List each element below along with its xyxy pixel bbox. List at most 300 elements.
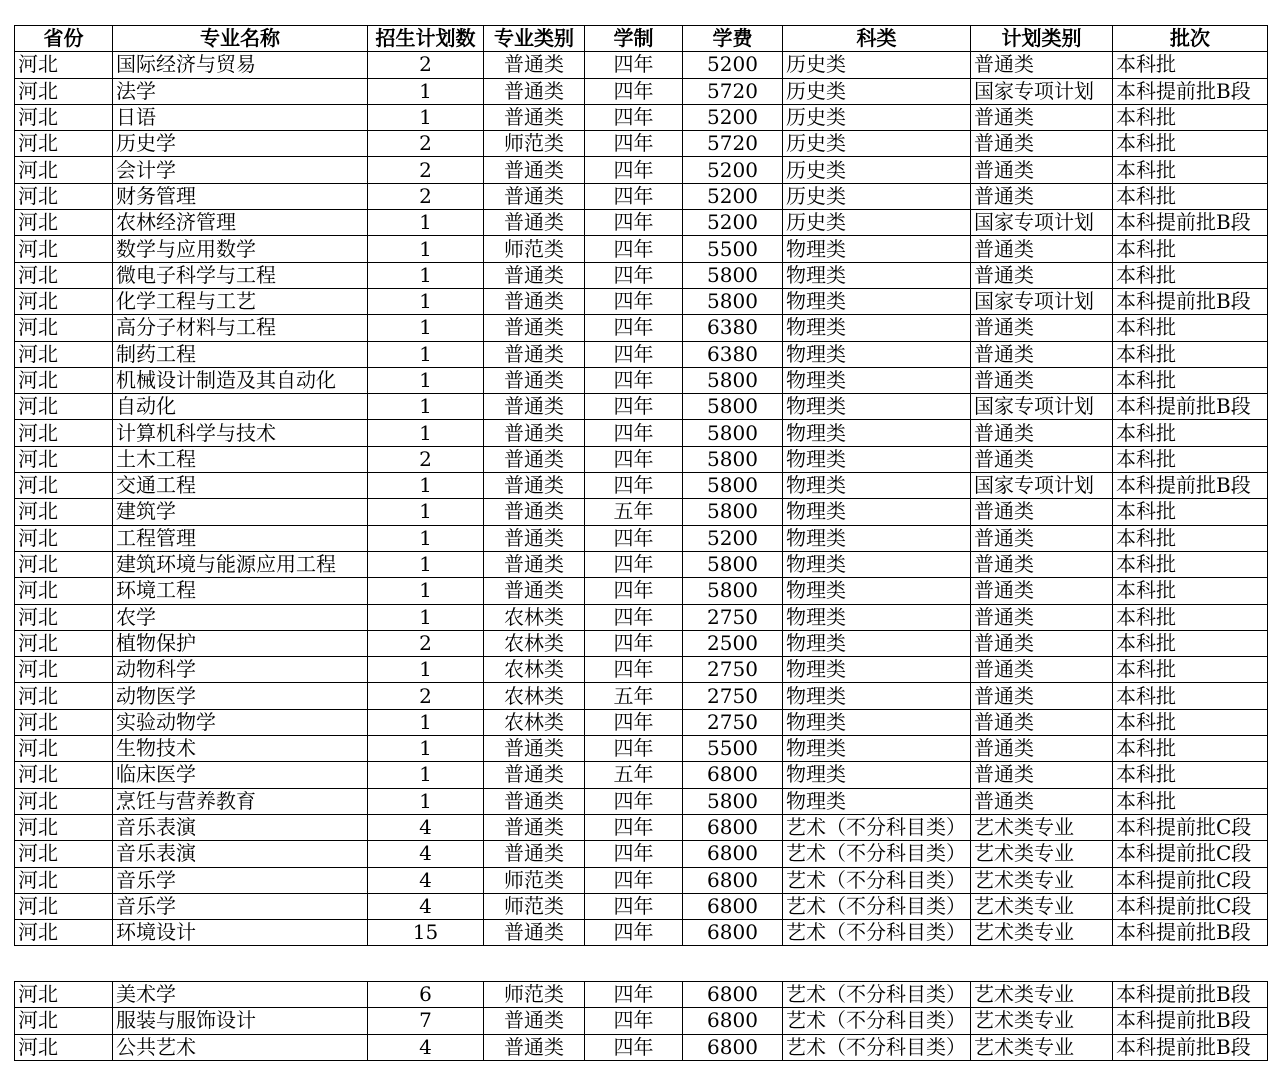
table-row: [15, 604, 1268, 630]
cell-duration: 四年: [585, 236, 683, 262]
cell-major-type: 普通类: [484, 551, 585, 577]
cell-duration: 四年: [585, 736, 683, 762]
cell-major-name: 美术学: [113, 982, 368, 1008]
cell-major-name: 音乐表演: [113, 814, 368, 840]
table-row: [15, 814, 1268, 840]
cell-subject-category: 物理类: [783, 499, 971, 525]
cell-duration: 四年: [585, 1008, 683, 1034]
cell-major-name: 临床医学: [113, 762, 368, 788]
cell-major-type: 农林类: [484, 630, 585, 656]
cell-major-name: 数学与应用数学: [113, 236, 368, 262]
cell-batch: 本科批: [1113, 157, 1268, 183]
cell-duration: 四年: [585, 709, 683, 735]
cell-plan-category: 普通类: [971, 131, 1113, 157]
cell-plan-category: 普通类: [971, 762, 1113, 788]
cell-province: 河北: [15, 788, 113, 814]
cell-tuition: 5800: [683, 551, 783, 577]
cell-province: 河北: [15, 367, 113, 393]
cell-tuition: 5800: [683, 578, 783, 604]
table-row: [15, 1008, 1268, 1034]
cell-duration: 四年: [585, 920, 683, 946]
cell-major-type: 普通类: [484, 920, 585, 946]
cell-province: 河北: [15, 210, 113, 236]
table-row: [15, 788, 1268, 814]
table-row: [15, 551, 1268, 577]
table-row: [15, 78, 1268, 104]
cell-enrollment-plan: 2: [368, 630, 484, 656]
cell-subject-category: 艺术（不分科目类）: [783, 841, 971, 867]
cell-province: 河北: [15, 1034, 113, 1060]
cell-tuition: 5800: [683, 420, 783, 446]
cell-plan-category: 普通类: [971, 709, 1113, 735]
cell-plan-category: 艺术类专业: [971, 841, 1113, 867]
cell-batch: 本科提前批B段: [1113, 1034, 1268, 1060]
cell-enrollment-plan: 1: [368, 657, 484, 683]
table-row: [15, 288, 1268, 314]
cell-province: 河北: [15, 183, 113, 209]
cell-major-name: 烹饪与营养教育: [113, 788, 368, 814]
cell-subject-category: 历史类: [783, 52, 971, 78]
cell-major-type: 普通类: [484, 1034, 585, 1060]
cell-tuition: 6800: [683, 762, 783, 788]
table-body: [15, 52, 1268, 946]
cell-major-type: 师范类: [484, 982, 585, 1008]
cell-enrollment-plan: 1: [368, 499, 484, 525]
cell-tuition: 2750: [683, 709, 783, 735]
cell-duration: 四年: [585, 525, 683, 551]
cell-batch: 本科批: [1113, 104, 1268, 130]
cell-province: 河北: [15, 315, 113, 341]
table-row: [15, 473, 1268, 499]
cell-major-name: 自动化: [113, 394, 368, 420]
cell-major-name: 会计学: [113, 157, 368, 183]
cell-duration: 四年: [585, 841, 683, 867]
cell-enrollment-plan: 1: [368, 525, 484, 551]
cell-batch: 本科批: [1113, 499, 1268, 525]
cell-duration: 四年: [585, 1034, 683, 1060]
cell-major-type: 师范类: [484, 131, 585, 157]
cell-duration: 四年: [585, 473, 683, 499]
cell-subject-category: 历史类: [783, 157, 971, 183]
cell-plan-category: 艺术类专业: [971, 1034, 1113, 1060]
cell-enrollment-plan: 1: [368, 709, 484, 735]
cell-enrollment-plan: 1: [368, 420, 484, 446]
cell-plan-category: 普通类: [971, 420, 1113, 446]
cell-plan-category: 普通类: [971, 262, 1113, 288]
cell-plan-category: 普通类: [971, 52, 1113, 78]
cell-enrollment-plan: 1: [368, 236, 484, 262]
cell-subject-category: 物理类: [783, 604, 971, 630]
cell-tuition: 6800: [683, 1008, 783, 1034]
cell-enrollment-plan: 1: [368, 578, 484, 604]
cell-enrollment-plan: 2: [368, 683, 484, 709]
cell-subject-category: 物理类: [783, 341, 971, 367]
cell-batch: 本科提前批B段: [1113, 394, 1268, 420]
cell-major-name: 国际经济与贸易: [113, 52, 368, 78]
cell-major-type: 普通类: [484, 367, 585, 393]
enrollment-table-continued: [14, 981, 1268, 1061]
cell-batch: 本科提前批B段: [1113, 288, 1268, 314]
cell-enrollment-plan: 6: [368, 982, 484, 1008]
table-row: [15, 736, 1268, 762]
cell-duration: 五年: [585, 499, 683, 525]
cell-duration: 四年: [585, 288, 683, 314]
cell-batch: 本科批: [1113, 183, 1268, 209]
header-province: 省份: [15, 26, 113, 52]
cell-plan-category: 艺术类专业: [971, 982, 1113, 1008]
cell-duration: 四年: [585, 814, 683, 840]
cell-subject-category: 物理类: [783, 657, 971, 683]
cell-tuition: 6800: [683, 867, 783, 893]
table-row: [15, 920, 1268, 946]
cell-major-type: 农林类: [484, 683, 585, 709]
cell-tuition: 5500: [683, 736, 783, 762]
cell-enrollment-plan: 1: [368, 367, 484, 393]
cell-tuition: 2750: [683, 604, 783, 630]
cell-major-name: 化学工程与工艺: [113, 288, 368, 314]
cell-subject-category: 物理类: [783, 262, 971, 288]
cell-major-type: 普通类: [484, 736, 585, 762]
cell-major-name: 农学: [113, 604, 368, 630]
cell-subject-category: 物理类: [783, 630, 971, 656]
cell-enrollment-plan: 1: [368, 288, 484, 314]
cell-duration: 四年: [585, 210, 683, 236]
cell-plan-category: 国家专项计划: [971, 210, 1113, 236]
table-row: [15, 394, 1268, 420]
cell-enrollment-plan: 1: [368, 315, 484, 341]
cell-major-name: 工程管理: [113, 525, 368, 551]
cell-major-name: 生物技术: [113, 736, 368, 762]
cell-major-name: 财务管理: [113, 183, 368, 209]
cell-duration: 四年: [585, 131, 683, 157]
cell-subject-category: 历史类: [783, 131, 971, 157]
cell-duration: 四年: [585, 630, 683, 656]
cell-batch: 本科批: [1113, 262, 1268, 288]
cell-duration: 四年: [585, 104, 683, 130]
cell-tuition: 2750: [683, 657, 783, 683]
cell-major-name: 服装与服饰设计: [113, 1008, 368, 1034]
cell-batch: 本科批: [1113, 446, 1268, 472]
header-subject-category: 科类: [783, 26, 971, 52]
cell-subject-category: 物理类: [783, 788, 971, 814]
cell-duration: 四年: [585, 578, 683, 604]
cell-major-type: 普通类: [484, 473, 585, 499]
cell-major-name: 历史学: [113, 131, 368, 157]
cell-tuition: 6380: [683, 341, 783, 367]
table-row: [15, 499, 1268, 525]
cell-batch: 本科批: [1113, 420, 1268, 446]
cell-major-name: 植物保护: [113, 630, 368, 656]
cell-major-name: 环境设计: [113, 920, 368, 946]
cell-province: 河北: [15, 157, 113, 183]
cell-plan-category: 普通类: [971, 341, 1113, 367]
cell-major-type: 普通类: [484, 394, 585, 420]
cell-subject-category: 艺术（不分科目类）: [783, 867, 971, 893]
cell-tuition: 5200: [683, 157, 783, 183]
cell-plan-category: 艺术类专业: [971, 814, 1113, 840]
table-row: [15, 367, 1268, 393]
cell-major-name: 实验动物学: [113, 709, 368, 735]
cell-major-name: 制药工程: [113, 341, 368, 367]
cell-major-type: 普通类: [484, 788, 585, 814]
cell-duration: 五年: [585, 762, 683, 788]
header-major-type: 专业类别: [484, 26, 585, 52]
cell-batch: 本科提前批B段: [1113, 920, 1268, 946]
cell-enrollment-plan: 4: [368, 814, 484, 840]
cell-batch: 本科批: [1113, 578, 1268, 604]
cell-batch: 本科批: [1113, 788, 1268, 814]
cell-batch: 本科批: [1113, 709, 1268, 735]
cell-major-type: 普通类: [484, 499, 585, 525]
cell-subject-category: 历史类: [783, 183, 971, 209]
cell-province: 河北: [15, 262, 113, 288]
cell-major-name: 动物科学: [113, 657, 368, 683]
cell-subject-category: 艺术（不分科目类）: [783, 982, 971, 1008]
cell-subject-category: 物理类: [783, 578, 971, 604]
cell-batch: 本科批: [1113, 367, 1268, 393]
cell-batch: 本科批: [1113, 341, 1268, 367]
cell-batch: 本科提前批B段: [1113, 1008, 1268, 1034]
cell-province: 河北: [15, 893, 113, 919]
cell-major-name: 动物医学: [113, 683, 368, 709]
cell-plan-category: 普通类: [971, 315, 1113, 341]
cell-major-name: 交通工程: [113, 473, 368, 499]
cell-province: 河北: [15, 525, 113, 551]
table-row: [15, 210, 1268, 236]
cell-province: 河北: [15, 604, 113, 630]
table-row: [15, 525, 1268, 551]
table-row: [15, 262, 1268, 288]
cell-batch: 本科提前批C段: [1113, 893, 1268, 919]
cell-plan-category: 普通类: [971, 736, 1113, 762]
cell-tuition: 2500: [683, 630, 783, 656]
cell-enrollment-plan: 1: [368, 210, 484, 236]
cell-duration: 四年: [585, 262, 683, 288]
cell-major-type: 普通类: [484, 525, 585, 551]
cell-batch: 本科批: [1113, 736, 1268, 762]
cell-subject-category: 物理类: [783, 525, 971, 551]
cell-enrollment-plan: 2: [368, 131, 484, 157]
cell-province: 河北: [15, 841, 113, 867]
cell-province: 河北: [15, 1008, 113, 1034]
cell-duration: 四年: [585, 982, 683, 1008]
table-row: [15, 131, 1268, 157]
cell-subject-category: 艺术（不分科目类）: [783, 814, 971, 840]
cell-major-name: 环境工程: [113, 578, 368, 604]
cell-major-type: 普通类: [484, 420, 585, 446]
table-row: [15, 52, 1268, 78]
cell-tuition: 5200: [683, 52, 783, 78]
cell-major-type: 师范类: [484, 867, 585, 893]
table-row: [15, 183, 1268, 209]
cell-batch: 本科批: [1113, 551, 1268, 577]
cell-plan-category: 普通类: [971, 578, 1113, 604]
cell-batch: 本科批: [1113, 52, 1268, 78]
cell-duration: 四年: [585, 341, 683, 367]
cell-plan-category: 普通类: [971, 183, 1113, 209]
table-row: [15, 1034, 1268, 1060]
cell-duration: 四年: [585, 893, 683, 919]
table-row: [15, 982, 1268, 1008]
cell-major-type: 农林类: [484, 604, 585, 630]
cell-duration: 四年: [585, 788, 683, 814]
cell-enrollment-plan: 1: [368, 78, 484, 104]
cell-batch: 本科提前批B段: [1113, 210, 1268, 236]
cell-tuition: 6380: [683, 315, 783, 341]
cell-province: 河北: [15, 920, 113, 946]
cell-major-name: 音乐学: [113, 893, 368, 919]
table-row: [15, 709, 1268, 735]
cell-plan-category: 艺术类专业: [971, 920, 1113, 946]
cell-enrollment-plan: 1: [368, 788, 484, 814]
cell-major-name: 高分子材料与工程: [113, 315, 368, 341]
cell-province: 河北: [15, 683, 113, 709]
cell-province: 河北: [15, 104, 113, 130]
cell-batch: 本科批: [1113, 683, 1268, 709]
cell-major-type: 普通类: [484, 78, 585, 104]
cell-province: 河北: [15, 762, 113, 788]
cell-province: 河北: [15, 394, 113, 420]
cell-duration: 四年: [585, 157, 683, 183]
cell-tuition: 5800: [683, 367, 783, 393]
cell-subject-category: 艺术（不分科目类）: [783, 893, 971, 919]
cell-major-type: 普通类: [484, 1008, 585, 1034]
cell-tuition: 5720: [683, 78, 783, 104]
header-enrollment-plan: 招生计划数: [368, 26, 484, 52]
table-body-continued: [15, 982, 1268, 1061]
cell-tuition: 5800: [683, 262, 783, 288]
cell-duration: 四年: [585, 52, 683, 78]
cell-duration: 五年: [585, 683, 683, 709]
cell-subject-category: 物理类: [783, 473, 971, 499]
cell-province: 河北: [15, 52, 113, 78]
cell-plan-category: 普通类: [971, 157, 1113, 183]
cell-tuition: 5200: [683, 525, 783, 551]
header-major-name: 专业名称: [113, 26, 368, 52]
cell-duration: 四年: [585, 657, 683, 683]
cell-plan-category: 国家专项计划: [971, 394, 1113, 420]
cell-major-name: 建筑学: [113, 499, 368, 525]
cell-plan-category: 艺术类专业: [971, 867, 1113, 893]
cell-province: 河北: [15, 551, 113, 577]
cell-batch: 本科提前批B段: [1113, 78, 1268, 104]
cell-major-name: 法学: [113, 78, 368, 104]
cell-subject-category: 历史类: [783, 78, 971, 104]
table-row: [15, 315, 1268, 341]
cell-subject-category: 物理类: [783, 446, 971, 472]
table-row: [15, 157, 1268, 183]
cell-major-type: 普通类: [484, 762, 585, 788]
cell-province: 河北: [15, 709, 113, 735]
cell-enrollment-plan: 4: [368, 1034, 484, 1060]
cell-plan-category: 普通类: [971, 236, 1113, 262]
header-plan-category: 计划类别: [971, 26, 1113, 52]
cell-enrollment-plan: 7: [368, 1008, 484, 1034]
cell-plan-category: 国家专项计划: [971, 78, 1113, 104]
cell-major-name: 公共艺术: [113, 1034, 368, 1060]
cell-major-name: 音乐表演: [113, 841, 368, 867]
cell-subject-category: 艺术（不分科目类）: [783, 1034, 971, 1060]
cell-plan-category: 普通类: [971, 683, 1113, 709]
cell-tuition: 5720: [683, 131, 783, 157]
cell-major-type: 农林类: [484, 657, 585, 683]
cell-major-type: 农林类: [484, 709, 585, 735]
cell-major-type: 普通类: [484, 288, 585, 314]
cell-duration: 四年: [585, 420, 683, 446]
cell-subject-category: 艺术（不分科目类）: [783, 920, 971, 946]
cell-plan-category: 普通类: [971, 446, 1113, 472]
table-row: [15, 341, 1268, 367]
cell-major-type: 普通类: [484, 104, 585, 130]
cell-batch: 本科批: [1113, 315, 1268, 341]
cell-major-type: 普通类: [484, 183, 585, 209]
cell-duration: 四年: [585, 604, 683, 630]
cell-major-type: 普通类: [484, 210, 585, 236]
cell-enrollment-plan: 1: [368, 604, 484, 630]
cell-major-type: 师范类: [484, 236, 585, 262]
cell-subject-category: 物理类: [783, 736, 971, 762]
cell-batch: 本科提前批B段: [1113, 982, 1268, 1008]
cell-subject-category: 物理类: [783, 683, 971, 709]
cell-batch: 本科批: [1113, 525, 1268, 551]
cell-duration: 四年: [585, 367, 683, 393]
cell-province: 河北: [15, 578, 113, 604]
cell-subject-category: 物理类: [783, 367, 971, 393]
cell-tuition: 5200: [683, 210, 783, 236]
cell-province: 河北: [15, 236, 113, 262]
cell-tuition: 5800: [683, 446, 783, 472]
cell-enrollment-plan: 2: [368, 183, 484, 209]
cell-batch: 本科提前批C段: [1113, 841, 1268, 867]
cell-subject-category: 历史类: [783, 104, 971, 130]
cell-major-name: 建筑环境与能源应用工程: [113, 551, 368, 577]
cell-plan-category: 普通类: [971, 788, 1113, 814]
cell-enrollment-plan: 4: [368, 841, 484, 867]
cell-province: 河北: [15, 630, 113, 656]
table-row: [15, 420, 1268, 446]
cell-province: 河北: [15, 499, 113, 525]
cell-batch: 本科批: [1113, 762, 1268, 788]
cell-enrollment-plan: 15: [368, 920, 484, 946]
cell-enrollment-plan: 4: [368, 893, 484, 919]
enrollment-table: [14, 25, 1268, 946]
cell-major-name: 机械设计制造及其自动化: [113, 367, 368, 393]
cell-plan-category: 普通类: [971, 499, 1113, 525]
header-row: [15, 26, 1268, 52]
cell-province: 河北: [15, 420, 113, 446]
cell-tuition: 5200: [683, 183, 783, 209]
cell-plan-category: 普通类: [971, 104, 1113, 130]
cell-major-type: 普通类: [484, 157, 585, 183]
cell-duration: 四年: [585, 867, 683, 893]
cell-enrollment-plan: 1: [368, 394, 484, 420]
cell-enrollment-plan: 2: [368, 157, 484, 183]
cell-province: 河北: [15, 867, 113, 893]
cell-major-name: 计算机科学与技术: [113, 420, 368, 446]
cell-tuition: 5800: [683, 394, 783, 420]
cell-province: 河北: [15, 446, 113, 472]
cell-plan-category: 艺术类专业: [971, 893, 1113, 919]
cell-major-type: 普通类: [484, 52, 585, 78]
cell-province: 河北: [15, 288, 113, 314]
cell-tuition: 5800: [683, 499, 783, 525]
cell-tuition: 5500: [683, 236, 783, 262]
cell-subject-category: 物理类: [783, 420, 971, 446]
cell-plan-category: 艺术类专业: [971, 1008, 1113, 1034]
cell-batch: 本科批: [1113, 604, 1268, 630]
header-batch: 批次: [1113, 26, 1268, 52]
cell-enrollment-plan: 4: [368, 867, 484, 893]
